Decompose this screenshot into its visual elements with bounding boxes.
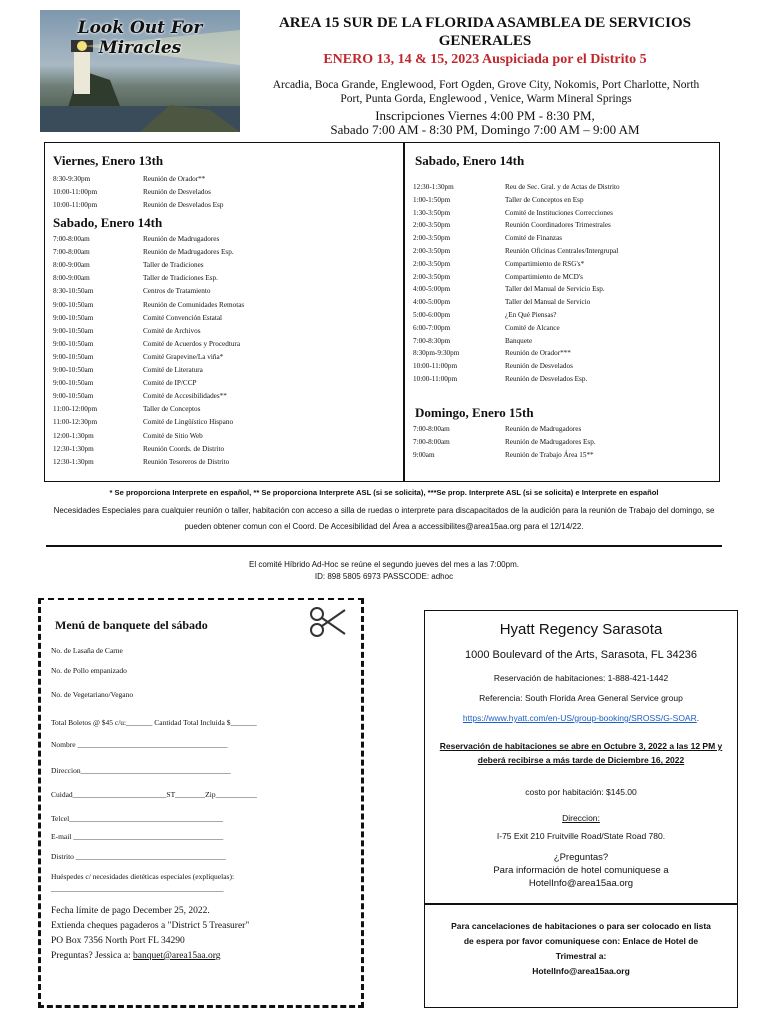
check-payable: Extienda cheques pagaderos a "District 5 Treasurer" (51, 921, 250, 931)
banquet-field[interactable]: Telcel_________________________________________ (51, 814, 223, 823)
schedule-time: 8:30pm-9:30pm (413, 349, 460, 358)
hotel-questions-heading: ¿Preguntas? (553, 852, 609, 863)
schedule-event: Reunión de Desvelados Esp. (505, 375, 588, 383)
registration-line-2: Sabado 7:00 AM - 8:30 PM, Domingo 7:00 AM – 9:00 AM (330, 122, 640, 137)
banquet-field[interactable]: Cuidad_________________________ST________Zip___________ (51, 790, 257, 799)
schedule-event: Reunión de Desvelados Esp (143, 201, 224, 209)
divider-line (46, 545, 722, 547)
schedule-time: 2:00-3:50pm (413, 272, 451, 281)
schedule-time: 12:30-1:30pm (413, 183, 454, 191)
schedule-time: 2:00-3:50pm (413, 221, 451, 230)
hybrid-committee-note (44, 559, 724, 583)
schedule-event: Comité de Lingüístico Hispano (143, 418, 234, 427)
schedule-time: 11:00-12:00pm (53, 405, 98, 414)
schedule-time: 7:00-8:00am (53, 235, 90, 243)
schedule-time: 10:00-11:00pm (413, 362, 458, 371)
schedule-event: Reu de Sec. Gral. y de Actas de Distrito (505, 183, 620, 191)
sunday-heading: Domingo, Enero 15th (415, 405, 534, 420)
schedule-event: ¿En Qué Piensas? (505, 311, 557, 319)
scissors-icon (307, 604, 347, 640)
schedule-time: 7:00-8:00am (413, 425, 450, 433)
schedule-time: 9:00-10:50am (53, 366, 94, 374)
schedule-event: Reunión de Desvelados (505, 362, 573, 371)
payment-deadline: Fecha límite de pago December 25, 2022. (51, 906, 210, 916)
hotel-divider (425, 903, 737, 905)
schedule-event: Reunión de Orador** (143, 175, 206, 183)
district-cities: Arcadia, Boca Grande, Englewood, Fort Ogden, Grove City, Nokomis, Port Charlotte, North Port, Punta Gorda, Englewood , Venice, Warm Mineral Springs (272, 79, 700, 105)
hotel-name: Hyatt Regency Sarasota (499, 621, 663, 638)
schedule-time: 6:00-7:00pm (413, 323, 451, 332)
schedule-time: 12:30-1:30pm (53, 444, 94, 453)
schedule-event: Comité Convención Estatal (143, 313, 223, 322)
schedule-time: 8:00-9:00am (53, 274, 90, 283)
hotel-info-email[interactable]: HotelInfo@area15aa.org (528, 878, 634, 889)
schedule-event: Taller de Conceptos en Esp (505, 195, 584, 204)
schedule-time: 8:30-10:50am (53, 287, 94, 296)
schedule-time: 9:00-10:50am (53, 392, 94, 401)
schedule-event: Comité de Acuerdos y Procedtura (143, 339, 241, 348)
schedule-time: 11:00-12:30pm (53, 418, 98, 427)
schedule-event: Compartimiento de MCD's (505, 272, 583, 281)
column-divider (403, 143, 405, 481)
schedule-time: 9:00-10:50am (53, 379, 94, 388)
banquet-field[interactable]: Huéspedes c/ necesidades dietéticas especiales (explíquelas): (51, 872, 235, 881)
schedule-event: Reunión de Comunidades Remotas (143, 300, 245, 309)
schedule-event: Taller del Manual de Servicio Esp. (505, 285, 605, 294)
schedule-time: 1:00-1:50pm (413, 195, 451, 204)
schedule-time: 1:30-3:50pm (413, 208, 451, 217)
schedule-event: Reunión de Madrugadores Esp. (505, 438, 596, 446)
schedule-event: Taller del Manual de Servicio (505, 298, 591, 307)
hotel-questions (425, 851, 737, 890)
booking-link[interactable]: https://www.hyatt.com/en-US/group-booking/SROSS/G-SOAR (462, 713, 697, 723)
hybrid-line-1: El comité Híbrido Ad-Hoc se reúne el segundo jueves del mes a las 7:00pm. (249, 560, 519, 569)
banquet-field[interactable]: Nombre ________________________________________ (51, 740, 228, 749)
schedule-time: 10:00-11:00pm (53, 188, 98, 196)
schedule-time: 10:00-11:00pm (53, 201, 98, 209)
questions-label: Preguntas? Jessica a: (51, 951, 131, 961)
schedule-time: 8:00-9:00am (53, 261, 90, 270)
banquet-form (38, 598, 364, 1008)
schedule-event: Reunión de Madrugadores (143, 235, 220, 243)
schedule-time: 2:00-3:50pm (413, 247, 451, 255)
schedule-event: Compartimiento de RSG's* (505, 259, 585, 268)
banquet-field[interactable]: No. de Lasaña de Carne (51, 646, 123, 655)
schedule-event: Comité de Accesibilidades** (143, 392, 227, 401)
schedule-event: Reunión Coordinadores Trimestrales (505, 221, 611, 230)
hybrid-line-2: ID: 898 5805 6973 PASSCODE: adhoc (314, 572, 454, 581)
schedule-box (44, 142, 720, 482)
schedule-event: Comité de IP/CCP (143, 379, 197, 388)
schedule-time: 2:00-3:50pm (413, 234, 451, 243)
schedule-time: 9:00am (413, 451, 435, 459)
schedule-time: 4:00-5:00pm (413, 285, 451, 294)
cancellation-info (425, 919, 737, 979)
schedule-event: Comité de Archivos (143, 326, 201, 335)
questions-line (51, 949, 249, 964)
registration-hours (270, 109, 700, 137)
schedule-event: Reunión Tesoreros de Distrito (143, 457, 230, 466)
banquet-field[interactable]: Distrito ________________________________________ (51, 852, 226, 861)
schedule-event: Comité Grapevine/La viña* (143, 352, 224, 361)
banquet-field[interactable]: Total Boletos @ $45 c/u:_______ Cantidad Total Incluida $_______ (51, 718, 257, 727)
schedule-time: 10:00-11:00pm (413, 375, 458, 383)
schedule-event: Reunión de Madrugadores Esp. (143, 248, 234, 257)
schedule-time: 4:00-5:00pm (413, 298, 451, 307)
hotel-address: 1000 Boulevard of the Arts, Sarasota, FL 34236 (465, 649, 697, 661)
banquet-email-link[interactable]: banquet@area15aa.org (133, 951, 221, 961)
banquet-field[interactable]: No. de Vegetariano/Vegano (51, 690, 134, 699)
special-needs-note: Necesidades Especiales para cualquier reunión o taller, habitación con acceso a silla de ruedas o interprete para discapacitados de la audición para la reunión de Trabajo del domingo, se pueden obtener comun con el Coord. De Accesibilidad del Área a accessibilites@area15aa.org para el 12/14/22. (53, 506, 715, 531)
cancellation-email[interactable]: HotelInfo@area15aa.org (532, 966, 630, 976)
schedule-event: Centros de Tratamiento (143, 287, 211, 296)
schedule-time: 7:00-8:00am (53, 248, 90, 257)
saturday-heading-left: Sabado, Enero 14th (53, 215, 163, 230)
payment-info (51, 904, 249, 964)
booking-link-line (425, 713, 737, 723)
booking-link-period: . (696, 713, 700, 723)
schedule-time: 12:30-1:30pm (53, 457, 94, 466)
interpreter-note: * Se proporciona Interprete en español, ** Se proporciona Interprete ASL (si se solicita), ***Se prop. Interprete ASL (si se solicita) e Interprete en español (109, 488, 659, 497)
schedule-time: 12:00-1:30pm (53, 431, 94, 440)
schedule-time: 5:00-6:00pm (413, 311, 451, 319)
schedule-event: Taller de Tradiciones Esp. (143, 274, 218, 283)
banquet-field[interactable]: ______________________________________________ (51, 884, 224, 893)
schedule-event: Comité de Alcance (505, 323, 560, 332)
schedule-time: 7:00-8:30pm (413, 336, 451, 345)
schedule-time: 2:00-3:50pm (413, 259, 451, 268)
schedule-event: Reunión de Desvelados (143, 188, 211, 196)
schedule-time: 9:00-10:50am (53, 339, 94, 348)
banquet-field[interactable]: No. de Pollo empanizado (51, 666, 127, 675)
room-cost: costo por habitación: $145.00 (525, 787, 637, 797)
schedule-event: Banquete (505, 336, 533, 345)
group-reference: Referencia: South Florida Area General Service group (479, 693, 683, 703)
reservation-window: Reservación de habitaciones se abre en Octubre 3, 2022 a las 12 PM y deberá recibirse a más tarde de Diciembre 16, 2022 (439, 741, 723, 765)
saturday-heading-right: Sabado, Enero 14th (415, 153, 525, 168)
directions-text: I-75 Exit 210 Fruitville Road/State Road 780. (496, 831, 666, 841)
page-title: AREA 15 SUR DE LA FLORIDA ASAMBLEA DE SERVICIOS GENERALES (278, 15, 692, 49)
banquet-field[interactable]: Direccion________________________________________ (51, 766, 231, 775)
schedule-time: 9:00-10:50am (53, 313, 94, 322)
schedule-time: 9:00-10:50am (53, 352, 94, 361)
schedule-time: 7:00-8:00am (413, 438, 450, 446)
banquet-field[interactable]: E-mail ________________________________________ (51, 832, 224, 841)
schedule-time: 9:00-10:50am (53, 326, 94, 335)
schedule-event: Reunión Coords. de Distrito (143, 444, 225, 453)
schedule-event: Comité de Instituciones Correcciones (505, 208, 613, 217)
schedule-event: Comité de Literatura (143, 366, 203, 374)
lighthouse-logo (40, 10, 240, 132)
po-box: PO Box 7356 North Port FL 34290 (51, 936, 185, 946)
schedule-time: 9:00-10:50am (53, 300, 94, 309)
logo-text: Look Out For Miracles (77, 18, 203, 58)
directions-label: Direccion: (562, 813, 600, 823)
banquet-title: Menú de banquete del sábado (55, 618, 208, 632)
schedule-time: 8:30-9:30pm (53, 175, 91, 183)
event-dates: ENERO 13, 14 & 15, 2023 Auspiciada por el Distrito 5 (323, 52, 647, 67)
schedule-event: Taller de Conceptos (143, 405, 201, 414)
schedule-event: Comité de Finanzas (505, 234, 563, 243)
schedule-event: Comité de Sitio Web (143, 431, 203, 440)
friday-heading: Viernes, Enero 13th (53, 153, 164, 168)
schedule-event: Reunión de Orador*** (505, 349, 571, 358)
schedule-event: Reunión de Trabajo Área 15** (505, 451, 594, 459)
schedule-event: Reunión Oficinas Centrales/Intergrupal (505, 247, 619, 255)
hotel-info-box (424, 610, 738, 1008)
reservation-phone: Reservación de habitaciones: 1-888-421-1442 (493, 673, 669, 683)
schedule-event: Reunión de Madrugadores (505, 425, 582, 433)
hotel-questions-text: Para información de hotel comuniquese a (493, 865, 669, 876)
registration-line-1: Inscripciones Viernes 4:00 PM - 8:30 PM, (375, 108, 595, 123)
cancellation-text: Para cancelaciones de habitaciones o para ser colocado en lista de espera por favor comuniquese con: Enlace de Hotel de Trimestral a: (451, 921, 711, 961)
schedule-event: Taller de Tradiciones (143, 261, 204, 270)
